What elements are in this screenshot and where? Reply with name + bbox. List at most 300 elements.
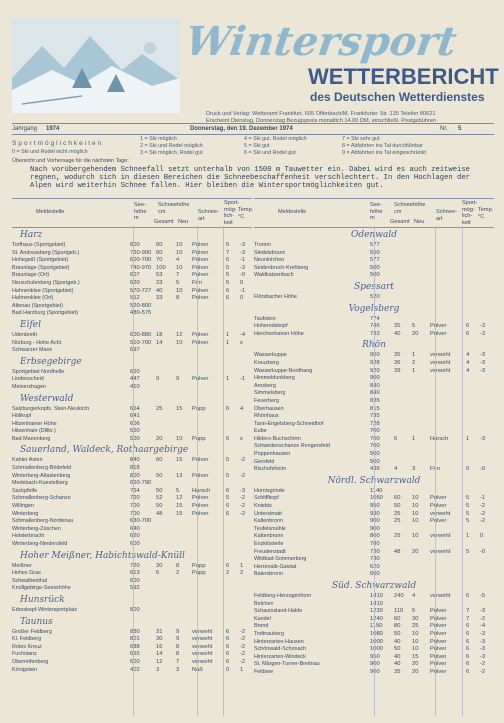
table-row [12,667,252,675]
elevation: 1000 [370,638,383,645]
snow-total: 48 [394,548,401,555]
snow-new: 5 [412,608,416,615]
elevation: 840 [130,457,140,464]
temperature: -3 [480,330,486,337]
forecast-text: Nach vorübergehendem Schneefall setzt unterhalb von 1500 m Tauwetter ein. Dabei wird es auch zeitweise regnen, wodurch sich in diesen Bereichen die Schneebeschaffenheit verschlechtert. In den Hochlagen der Alpen wird weiterhin Schnee fallen. Hier bleiben die Wintersportmöglichkeiten gut. [30,166,470,191]
snow-new: 9 [176,636,180,643]
col-schneehoehe: Schneehöhe cm [158,202,190,215]
section-heading: Eifel [20,319,41,330]
elevation: 700 [130,510,140,517]
snow-new: 10 [412,503,419,510]
station-name: Braunlage (Ort) [12,272,50,279]
col-meldestelle: Meldestelle [278,209,307,215]
sport-code: 7 [226,249,230,256]
temperature: -1 [240,257,246,264]
elevation: 800 [130,472,140,479]
station-name: Schmallenberg-Nordenau [12,518,74,525]
table-row [12,310,252,318]
snow-new: 5 [176,279,180,286]
temperature: -2 [240,643,246,650]
snow-type: verweht [430,359,451,366]
elevation: 720-900 [130,249,152,256]
snow-new: 10 [412,495,419,502]
table-row [12,384,252,392]
station-name: St. Andreasberg (Sportgeb.) [12,249,80,256]
snow-type: verweht [192,658,213,665]
station-name: Erbeskopf-Wintersportplatz [12,606,78,613]
section-heading: Vogelsberg [348,303,400,314]
temperature: -2 [480,668,486,675]
snow-total: 40 [156,287,163,294]
sport-code: 6 [226,643,230,650]
station-name: Lindenscheid [12,376,44,383]
elevation: 560 [130,428,140,435]
station-name: Schmallenberg-Bödefeld [12,465,72,472]
snow-type: Pulver [192,242,209,248]
temperature: -3 [480,630,486,637]
table-row [12,288,252,296]
elevation: 600-880 [130,331,152,338]
station-name: Braunlage (Sportgebiet) [12,264,70,271]
sport-code: 6 [226,636,230,643]
elevation: 410 [130,383,140,390]
snow-type: verweht [192,651,213,658]
elevation: 600 [130,577,140,584]
station-name: Winterberg-Altastenberg [12,472,71,479]
elevation: 800 [130,242,140,248]
snow-new: 10 [412,630,419,637]
station-name: Neunkirchen [254,257,285,264]
station-name: Eube [254,428,267,435]
snow-new: 2 [412,359,416,366]
legend-item: 7 = Ski sehr gut [342,136,380,142]
station-name: Hitzenhainer Höhe [12,420,57,427]
table-row [12,250,252,258]
elevation: 700 [370,435,380,442]
station-name: Hinterzarten-Windeck [254,653,306,660]
station-name: Meißner [12,562,32,569]
snow-new: 3 [176,666,180,673]
snow-total: 240 [394,592,404,599]
table-row [12,332,252,340]
table-row [12,428,252,436]
table-row [12,436,252,444]
station-name: Schliffkopf [254,495,279,502]
station-name: Willingen [12,503,34,510]
table-row [12,406,252,414]
temperature: -2 [240,628,246,635]
table-row [12,511,252,519]
legend [12,136,494,160]
elevation: 500 [130,435,140,442]
temperature: 0 [240,279,244,286]
col-meldestelle: Meldestelle [36,209,65,215]
temperature: -2 [240,472,246,479]
station-name: Königstein [12,666,38,673]
legend-item: 1 = Ski möglich [140,136,177,142]
snow-type: Pulver [430,615,447,622]
temperature: -3 [480,653,486,660]
snow-new: 9 [176,628,180,635]
temperature: -3 [240,249,246,256]
snow-type: Harsch [430,435,449,442]
elevation: 928 [370,359,380,366]
temperature: -2 [240,503,246,510]
sport-code: 0 [226,666,230,673]
table-row [12,636,252,644]
section-heading: Hunsrück [20,594,65,605]
station-name: Knüllgebirge-Seesshöhe [12,585,71,592]
station-name: Herrenalb-Gaistal [254,563,297,570]
station-name: Arnsberg [254,382,276,389]
station-name: Hohes Gras [12,570,41,577]
snow-type: Harsch [192,487,211,494]
station-name: Bad Harzburg (Sportgebiet) [12,310,78,317]
snow-type: Pulver [192,510,209,517]
snow-new: 15 [176,405,183,412]
elevation: 520 [370,293,380,300]
elevation: 740-970 [130,264,152,271]
subscription-line: Erscheint Dienstag, Donnerstag Bezugspreis monatlich 14.00 DM, einschließl. Postgebühren [206,118,437,124]
station-name: Udenbreth [12,331,38,338]
station-name: Altenau (Sportgebiet) [12,302,63,309]
elevation: 950 [370,352,380,359]
snow-total: 35 [394,352,401,359]
snow-total: 52 [156,495,163,502]
snow-type: Pulver [430,638,447,645]
elevation: 1410 [370,592,383,599]
station-name: Rhönhaus [254,413,279,420]
snow-new: 10 [412,510,419,517]
snow-total: 25 [394,533,401,540]
elevation: 730 [370,548,380,555]
station-name: Enzklösterle [254,541,284,547]
elevation: 728 [370,420,380,427]
elevation: 600-700 [130,257,152,264]
sport-code: 1 [226,376,230,383]
snow-new: 8 [176,295,180,302]
sport-code: 0 [466,466,470,473]
temperature: -3 [480,608,486,615]
snow-total: 14 [156,651,163,658]
elevation: 641 [130,413,140,420]
table-row [12,526,252,534]
brand-wordmark: Wintersport [182,18,460,65]
snow-total: 60 [394,495,401,502]
temperature: -2 [480,661,486,668]
legend-item: 4 = Ski gut, Rodel möglich [244,136,307,142]
station-name: Hinterzarten-Hausen [254,638,304,645]
station-name: Schmallenberg-Schanze [12,495,71,502]
table-row [12,659,252,667]
station-name: Wasserkuppe [254,352,287,359]
temperature: -0 [480,466,486,473]
snow-new: 5 [412,323,416,330]
station-name: Tromm [254,242,271,248]
temperature: -0 [480,548,486,555]
elevation: 764 [130,487,140,494]
table-row [12,421,252,429]
snow-type: Firn [192,279,202,286]
table-row [12,533,252,541]
snow-new: 1 [412,435,416,442]
station-name: Schönwald-Schonach [254,646,307,653]
snow-type: Papp [192,562,206,569]
elevation: 1230 [370,608,383,615]
snow-total: 80 [394,623,401,630]
station-name: Sackpfeife [12,487,38,494]
table-row [12,265,252,273]
sport-code: 5 [226,279,230,286]
elevation: 600 [130,541,140,547]
snow-type: Pulver [430,518,447,525]
table-row [12,518,252,526]
table-row [12,347,252,355]
snow-total: 60 [156,457,163,464]
table-row [12,644,252,652]
elevation: 900 [370,375,380,382]
col-schneeart: Schnee-art [198,209,219,222]
elevation: 552 [130,295,140,302]
temperature: 1 [240,666,244,673]
snow-type: Firn [430,466,440,473]
station-name: Himmeldunkberg [254,375,295,382]
snow-new: 20 [412,668,419,675]
snow-new: 20 [412,548,419,555]
elevation: 860 [370,533,380,540]
sport-code: 6 [466,661,470,668]
sport-code: 5 [466,495,470,502]
station-name: Unterstmatt [254,510,282,517]
snow-total: 25 [156,405,163,412]
table-row [12,272,252,280]
station-name: Winterberg-Züschen [12,525,61,532]
snow-type: Pulver [192,503,209,510]
issue-number: 5 [458,126,462,132]
elevation: 447 [130,376,140,383]
sport-code: 6 [226,295,230,302]
elevation: 920 [370,367,380,374]
col-schneehoehe: Schneehöhe cm [394,202,426,215]
snow-type: Pulver [192,257,209,264]
snow-total: 4 [394,466,398,473]
table-row [12,541,252,549]
snow-total: 60 [394,615,401,622]
table-row [12,503,252,511]
temperature: -2 [240,651,246,658]
snow-type: Pulver [430,608,447,615]
elevation: 840 [370,390,380,397]
snow-type: Pulver [192,295,209,302]
snow-type: verweht [430,592,451,599]
station-name: Hornisgrinde [254,487,285,494]
station-name: Hilders-Buchschirm [254,435,301,442]
snow-new: 3 [412,466,416,473]
jahrgang-value: 1974 [46,126,60,132]
snow-new: 10 [176,287,183,294]
station-name: Schauinsland-Halde [254,608,303,615]
sport-code: 6 [226,435,230,442]
elevation: 900 [370,661,380,668]
elevation: 700 [130,503,140,510]
temperature: -3 [240,264,246,271]
station-name: Bischofsheim [254,466,287,473]
snow-total: 25 [394,518,401,525]
elevation: 1240 [370,615,383,622]
elevation: 510-700 [130,339,152,346]
elevation: 592 [130,585,140,592]
sport-code: 6 [466,630,470,637]
col-sport: Sport-mög-lich-keit [462,200,478,226]
station-name: Feldsee [254,668,274,675]
snow-new: 10 [176,435,183,442]
elevation: 700 [370,428,380,435]
sport-code: 6 [226,628,230,635]
elevation: 435 [370,466,380,473]
winter-scene-illustration [12,18,180,113]
elevation: 733 [370,330,380,337]
table-row [12,280,252,288]
snow-total: 100 [156,264,166,271]
table-row [12,242,252,250]
elevation: 660 [130,368,140,375]
snow-total: 5 [156,570,160,577]
sport-code: 5 [226,242,230,248]
table-row [12,563,252,571]
elevation: 880 [130,628,140,635]
station-name: Schwalbenthal [12,577,48,584]
table-row [12,607,252,615]
elevation: 577 [370,257,380,264]
sport-code: 7 [466,608,470,615]
elevation: 735 [370,413,380,420]
table-row [12,465,252,473]
elevation: 600 [130,658,140,665]
elevation: 835 [370,397,380,404]
station-name: Schwedenschanze Rengersfeld [254,443,330,450]
temperature: x [240,435,243,442]
section-heading: Süd. Schwarzwald [331,580,417,591]
station-name: Simmelsberg [254,390,286,397]
station-name: Kl. Feldberg [12,636,42,643]
elevation: 801 [130,636,140,643]
station-name: Poppenhausen [254,451,291,458]
snow-new: 15 [412,653,419,660]
station-name: Meinerzhagen [12,383,47,390]
temperature: -3 [480,646,486,653]
snow-new: 9 [176,376,180,383]
temperature: 0 [480,533,484,540]
elevation: 900 [370,668,380,675]
elevation: 500 [370,451,380,458]
table-header [12,198,252,228]
snow-new: 10 [176,264,183,271]
col-neu: Neu [414,219,425,225]
elevation: 570-727 [130,287,152,294]
elevation: 1410 [370,600,383,607]
snow-total: 40 [394,330,401,337]
temperature: -3 [240,487,246,494]
temperature: -5 [480,592,486,599]
snow-new: 4 [176,257,180,264]
station-name: Tann-Engelsberg-Schneidhof [254,420,324,427]
sport-code: 6 [466,638,470,645]
elevation: 480-575 [130,310,152,317]
sport-code: 5 [466,518,470,525]
snow-type: Papp [192,435,206,442]
table-row [12,369,252,377]
station-name: Wasserkuppe-Nordhang [254,367,313,374]
legend-item: 9 = Abfahrten ins Tal eingeschränkt [342,150,426,156]
snow-new: 10 [176,249,183,256]
snow-total: 36 [394,359,401,366]
table-row [12,295,252,303]
elevation: 900 [370,518,380,525]
table-row [12,340,252,348]
sport-code: 5 [466,503,470,510]
sport-code: 6 [466,330,470,337]
report-title: WETTERBERICHT [308,64,499,89]
snow-new: 7 [176,658,180,665]
station-name: Bad Marienberg [12,435,51,442]
sport-code: 5 [466,548,470,555]
table-row [12,651,252,659]
col-seehoehe: See-höhe m [134,202,147,221]
elevation: 700 [370,443,380,450]
elevation: 720 [130,562,140,569]
elevation: 1150 [370,623,383,630]
station-name: Siedelsbrunn [254,249,286,256]
snow-total: 110 [394,608,404,615]
temperature: -2 [480,615,486,622]
col-temp: Temp. °C [478,207,494,220]
snow-total: 33 [156,295,163,302]
elevation: 640 [130,525,140,532]
station-name: Salzburgerkopfs. Stein-Neukirch [12,405,90,412]
temperature: 1 [240,562,244,569]
snow-type: Pulver [192,272,209,279]
elevation: 660-790 [130,480,152,487]
snow-new: 13 [176,472,183,479]
snow-total: 50 [156,503,163,510]
station-name: Kattenbrunn [254,533,284,540]
station-name: Neuschulenberg (Sportgeb.) [12,279,80,286]
snow-type: Pulver [192,472,209,479]
jahrgang-label: Jahrgang [12,126,38,132]
table-row [12,578,252,586]
snow-new: 15 [176,510,183,517]
snow-new: 30 [412,615,419,622]
table-row [12,257,252,265]
table-row [12,570,252,578]
temperature: 2 [240,570,244,577]
section-heading: Odenwald [351,230,397,240]
station-name: Höllkopf [12,413,32,420]
issue-info-bar [12,123,494,135]
table-row [12,495,252,503]
elevation: 688 [130,643,140,650]
issue-date: Donnerstag, den 19. Dezember 1974 [190,126,293,132]
masthead [10,12,499,124]
snow-type: Pulver [430,646,447,653]
station-name: Todtnauberg [254,630,284,637]
sport-code: 6 [226,405,230,412]
station-name: Feldberg-Herzogenhorn [254,592,312,599]
sport-code: 7 [466,615,470,622]
snow-type: Naß [192,666,203,673]
sport-code: 5 [226,264,230,271]
sport-code: 6 [466,646,470,653]
